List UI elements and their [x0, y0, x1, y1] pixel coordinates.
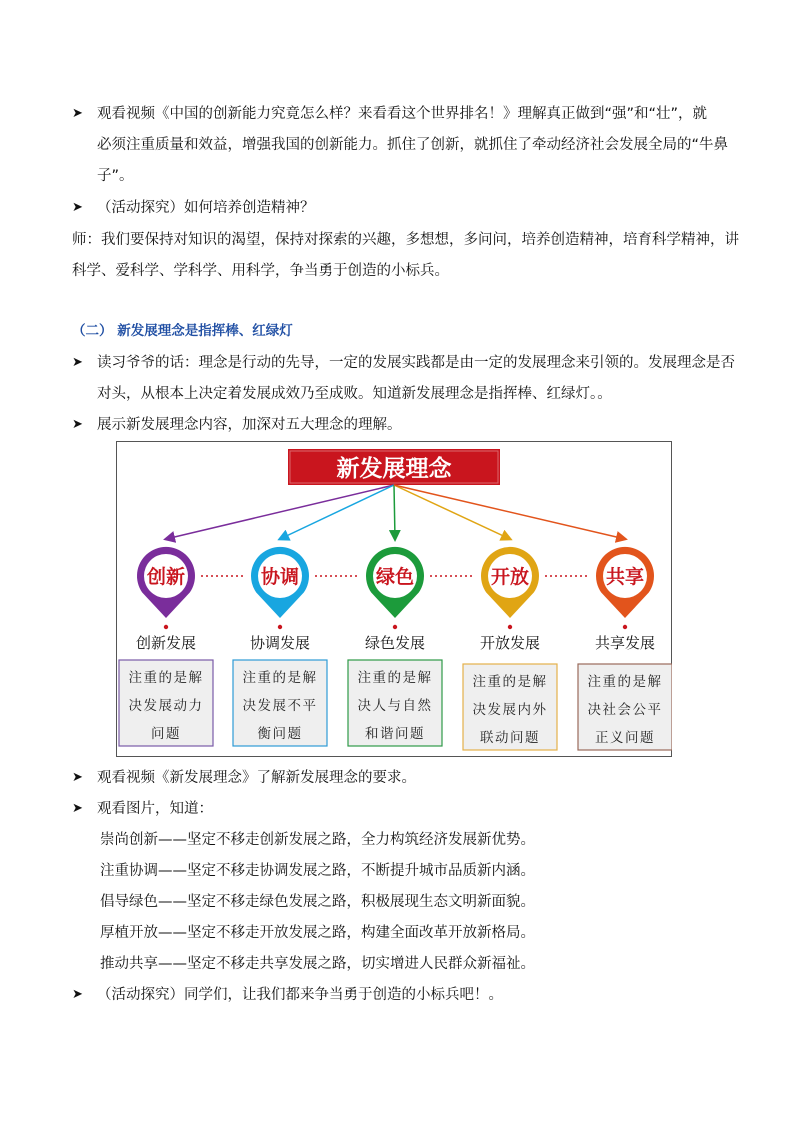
- bullet-marker: ➤: [72, 987, 83, 1002]
- pin-label: 绿色: [375, 566, 415, 588]
- concept-description-line: 注重的是解: [357, 670, 433, 686]
- concept-list-item: 厚植开放——坚定不移走开放发展之路，构建全面改革开放新格局。: [100, 925, 535, 941]
- paragraph-video-line1: 观看视频《中国的创新能力究竟怎么样？来看看这个世界排名！》理解真正做到“强”和“壮”，就: [97, 106, 708, 122]
- quote-line1: 读习爷爷的话：理念是行动的先导，一定的发展实践都是由一定的发展理念来引领的。发展理念是否: [97, 355, 735, 371]
- concept-description-line: 衡问题: [257, 726, 303, 742]
- concept-description-line: 问题: [151, 726, 181, 742]
- bullet-marker: ➤: [72, 200, 83, 215]
- view-pictures-text: 观看图片，知道：: [97, 801, 213, 817]
- concept-description-line: 注重的是解: [128, 670, 204, 686]
- concept-list-item: 倡导绿色——坚定不移走绿色发展之路，积极展现生态文明新面貌。: [100, 894, 535, 910]
- paragraph-video-line2: 必须注重质量和效益，增强我国的创新能力。抓住了创新，就抓住了牵动经济社会发展全局的“牛鼻: [97, 137, 729, 153]
- concept-description-line: 注重的是解: [242, 670, 318, 686]
- concept-description-line: 决人与自然: [357, 698, 433, 714]
- pin-label: 创新: [146, 566, 186, 588]
- concept-description-line: 决发展内外: [472, 702, 548, 718]
- closing-activity-text: （活动探究）同学们，让我们都来争当勇于创造的小标兵吧！。: [97, 987, 503, 1003]
- teacher-line2: 科学、爱科学、学科学、用科学，争当勇于创造的小标兵。: [72, 263, 449, 279]
- bullet-marker: ➤: [72, 801, 83, 816]
- section-heading: （二） 新发展理念是指挥棒、红绿灯: [72, 323, 293, 339]
- pin-dot: [623, 625, 627, 629]
- concept-description-line: 正义问题: [595, 730, 655, 746]
- concept-description-line: 注重的是解: [587, 674, 663, 690]
- concept-list-item: 推动共享——坚定不移走共享发展之路，切实增进人民群众新福祉。: [100, 956, 535, 972]
- pin-label: 协调: [260, 566, 300, 588]
- concept-label: 绿色发展: [364, 634, 426, 652]
- concept-list-item: 崇尚创新——坚定不移走创新发展之路，全力构筑经济发展新优势。: [100, 832, 535, 848]
- concept-description-line: 决社会公平: [587, 702, 663, 718]
- pin-label: 共享: [605, 566, 645, 588]
- pin-label: 开放: [490, 566, 530, 588]
- pin-dot: [393, 625, 397, 629]
- arrow-line: [394, 485, 395, 539]
- paragraph-video-line3: 子”。: [97, 168, 134, 184]
- bullet-marker: ➤: [72, 355, 83, 370]
- concept-description-line: 决发展动力: [128, 698, 204, 714]
- bullet-marker: ➤: [72, 417, 83, 432]
- teacher-line1: 师：我们要保持对知识的渴望，保持对探索的兴趣，多想想，多问问，培养创造精神，培育科学精神，讲: [72, 232, 739, 248]
- bullet-marker: ➤: [72, 770, 83, 785]
- concept-description-line: 和谐问题: [365, 726, 425, 742]
- diagram-title: 新发展理念: [336, 456, 452, 482]
- quote-line2: 对头，从根本上决定着发展成效乃至成败。知道新发展理念是指挥棒、红绿灯。。: [97, 386, 612, 402]
- concept-description-line: 联动问题: [480, 730, 540, 746]
- concept-description-line: 注重的是解: [472, 674, 548, 690]
- activity-question: （活动探究）如何培养创造精神？: [97, 200, 315, 216]
- pin-dot: [278, 625, 282, 629]
- pin-dot: [164, 625, 168, 629]
- pin-dot: [508, 625, 512, 629]
- show-concepts-text: 展示新发展理念内容，加深对五大理念的理解。: [97, 417, 402, 433]
- bullet-marker: ➤: [72, 106, 83, 121]
- concept-label: 开放发展: [479, 634, 541, 652]
- concept-label: 协调发展: [249, 634, 311, 652]
- concept-label: 共享发展: [594, 634, 656, 652]
- concept-description-line: 决发展不平: [242, 698, 318, 714]
- concept-label: 创新发展: [135, 634, 197, 652]
- new-development-concepts-diagram: [116, 441, 672, 757]
- video-concepts-text: 观看视频《新发展理念》了解新发展理念的要求。: [97, 770, 416, 786]
- concept-list-item: 注重协调——坚定不移走协调发展之路，不断提升城市品质新内涵。: [100, 863, 535, 879]
